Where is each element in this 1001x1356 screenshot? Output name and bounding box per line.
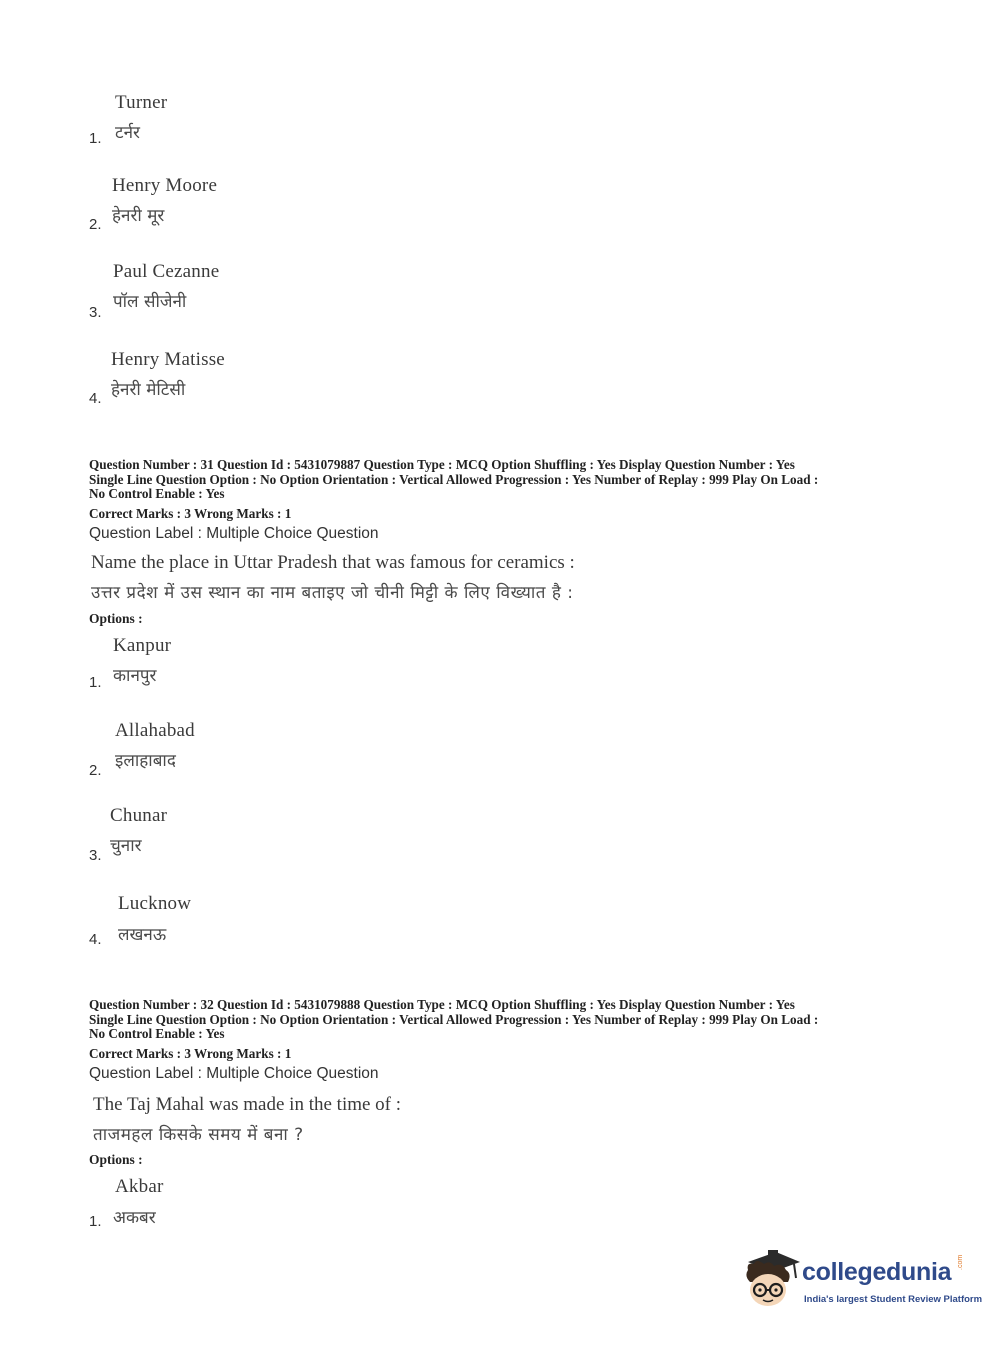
q31-option-2-hindi: इलाहाबाद — [115, 751, 176, 771]
q31-option-3-number: 3. — [89, 847, 102, 864]
logo-wordmark: collegedunia — [802, 1258, 952, 1286]
question-31-text-english: Name the place in Uttar Pradesh that was famous for ceramics : — [91, 552, 575, 573]
q32-option-1-english: Akbar — [115, 1176, 164, 1197]
question-31-options-heading: Options : — [89, 611, 143, 626]
question-31-marks: Correct Marks : 3 Wrong Marks : 1 — [89, 506, 292, 521]
q31-option-4-english: Lucknow — [118, 893, 192, 914]
q31-option-2-number: 2. — [89, 762, 102, 779]
option-1-number: 1. — [89, 130, 102, 147]
q32-option-1-hindi: अकबर — [113, 1208, 156, 1228]
q31-option-2-english: Allahabad — [115, 720, 195, 741]
option-1-hindi: टर्नर — [115, 123, 140, 143]
meta-line-1: Question Number : 31 Question Id : 5431079887 Question Type : MCQ Option Shuffling : Yes Display Question Number : Yes — [89, 457, 795, 472]
q32-option-1-number: 1. — [89, 1213, 102, 1230]
q31-option-1-english: Kanpur — [113, 635, 172, 656]
q31-option-3-hindi: चुनार — [110, 836, 142, 856]
meta-line-3: No Control Enable : Yes — [89, 1026, 225, 1041]
q31-option-4-hindi: लखनऊ — [118, 925, 167, 945]
option-2-number: 2. — [89, 216, 102, 233]
collegedunia-logo — [742, 1248, 983, 1312]
q31-option-3-english: Chunar — [110, 805, 168, 826]
option-4-number: 4. — [89, 390, 102, 407]
question-32-options-heading: Options : — [89, 1152, 143, 1167]
logo-com-suffix: .com — [957, 1254, 964, 1270]
q31-option-1-number: 1. — [89, 674, 102, 691]
question-32-marks: Correct Marks : 3 Wrong Marks : 1 — [89, 1046, 292, 1061]
option-1-english: Turner — [115, 92, 168, 113]
option-3-english: Paul Cezanne — [113, 261, 220, 282]
q31-option-4-number: 4. — [89, 931, 102, 948]
option-2-english: Henry Moore — [112, 175, 218, 196]
option-3-hindi: पॉल सीजेनी — [113, 292, 187, 312]
option-4-hindi: हेनरी मेटिसी — [111, 380, 186, 400]
question-32-meta — [89, 998, 919, 1042]
option-4-english: Henry Matisse — [111, 349, 225, 370]
meta-line-3: No Control Enable : Yes — [89, 486, 225, 501]
question-31-label: Question Label : Multiple Choice Question — [89, 525, 379, 542]
question-32-label: Question Label : Multiple Choice Question — [89, 1065, 379, 1082]
question-32-text-english: The Taj Mahal was made in the time of : — [93, 1094, 402, 1115]
meta-line-2: Single Line Question Option : No Option Orientation : Vertical Allowed Progression : Yes Number of Replay : 999 Play On Load : — [89, 1011, 819, 1027]
option-2-hindi: हेनरी मूर — [112, 206, 165, 226]
q31-option-1-hindi: कानपुर — [113, 666, 157, 686]
question-31-meta — [89, 458, 919, 502]
meta-line-1: Question Number : 32 Question Id : 5431079888 Question Type : MCQ Option Shuffling : Yes Display Question Number : Yes — [89, 997, 795, 1012]
option-3-number: 3. — [89, 304, 102, 321]
question-32-text-hindi: ताजमहल किसके समय में बना ? — [93, 1125, 304, 1145]
question-31-text-hindi: उत्तर प्रदेश में उस स्थान का नाम बताइए जो चीनी मिट्टी के लिए विख्यात है : — [91, 583, 574, 603]
mascot-icon — [742, 1248, 800, 1310]
meta-line-2: Single Line Question Option : No Option Orientation : Vertical Allowed Progression : Yes Number of Replay : 999 Play On Load : — [89, 471, 819, 487]
logo-tagline: India's largest Student Review Platform — [804, 1294, 983, 1305]
